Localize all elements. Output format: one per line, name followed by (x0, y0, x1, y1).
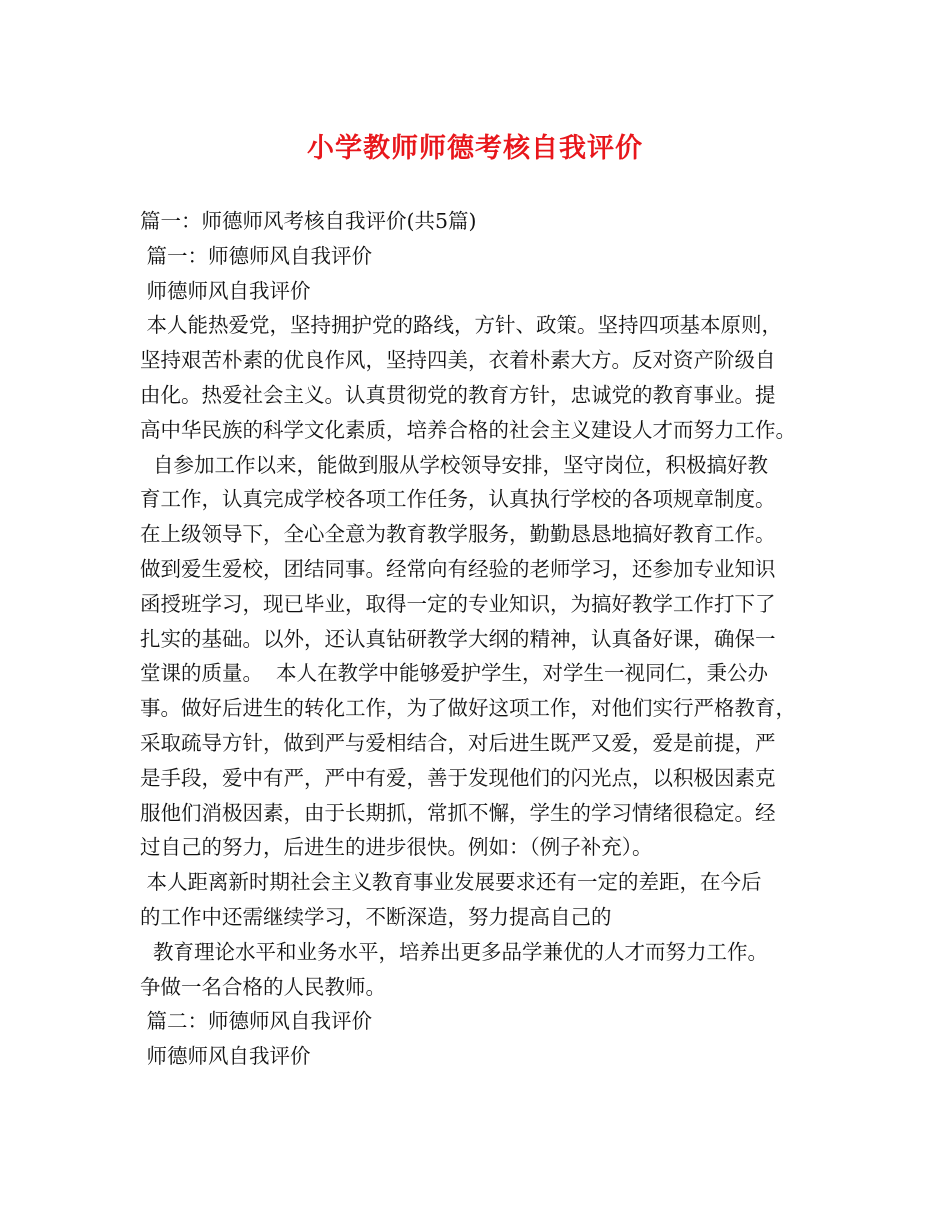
text-line: 篇一：师德师风考核自我评价(共5篇) (140, 209, 477, 233)
document-body (140, 204, 840, 1074)
text-line: 坚持艰苦朴素的优良作风，坚持四美，衣着朴素大方。反对资产阶级自 (140, 348, 776, 373)
text-line: 争做一名合格的人民教师。 (140, 974, 386, 999)
text-line: 自参加工作以来，能做到服从学校领导安排，坚守岗位，积极搞好教 (140, 452, 769, 477)
text-line: 做到爱生爱校，团结同事。经常向有经验的老师学习，还参加专业知识 (140, 556, 776, 581)
text-line: 育工作，认真完成学校各项工作任务，认真执行学校的各项规章制度。 (140, 487, 776, 512)
text-line: 是手段，爱中有严，严中有爱，善于发现他们的闪光点，以积极因素克 (140, 765, 776, 790)
text-line: 本人距离新时期社会主义教育事业发展要求还有一定的差距，在今后 (140, 870, 762, 895)
text-line: 在上级领导下，全心全意为教育教学服务，勤勤恳恳地搞好教育工作。 (140, 522, 776, 547)
text-line: 师德师风自我评价 (140, 278, 311, 303)
document-title: 小学教师师德考核自我评价 (307, 133, 643, 164)
text-line: 服他们消极因素，由于长期抓，常抓不懈，学生的学习情绪很稳定。经 (140, 800, 776, 825)
text-line: 教育理论水平和业务水平，培养出更多品学兼优的人才而努力工作。 (140, 939, 769, 964)
text-line: 事。做好后进生的转化工作，为了做好这项工作，对他们实行严格教育， (140, 696, 796, 721)
text-line: 篇二：师德师风自我评价 (140, 1009, 373, 1034)
text-line: 函授班学习，现已毕业，取得一定的专业知识，为搞好教学工作打下了 (140, 591, 776, 616)
text-line: 采取疏导方针，做到严与爱相结合，对后进生既严又爱，爱是前提，严 (140, 730, 776, 755)
text-line: 由化。热爱社会主义。认真贯彻党的教育方针，忠诚党的教育事业。提 (140, 382, 776, 407)
text-line: 堂课的质量。 本人在教学中能够爱护学生，对学生一视同仁，秉公办 (140, 661, 769, 686)
text-line: 扎实的基础。以外，还认真钻研教学大纲的精神，认真备好课，确保一 (140, 626, 776, 651)
text-line: 本人能热爱党，坚持拥护党的路线，方针、政策。坚持四项基本原则， (140, 313, 783, 338)
text-line: 过自己的努力，后进生的进步很快。例如：（例子补充）。 (140, 835, 653, 860)
text-line: 篇一：师德师风自我评价 (140, 243, 373, 268)
text-line: 师德师风自我评价 (140, 1044, 311, 1069)
text-line: 高中华民族的科学文化素质，培养合格的社会主义建设人才而努力工作。 (140, 417, 796, 442)
text-line: 的工作中还需继续学习，不断深造，努力提高自己的 (140, 904, 612, 929)
